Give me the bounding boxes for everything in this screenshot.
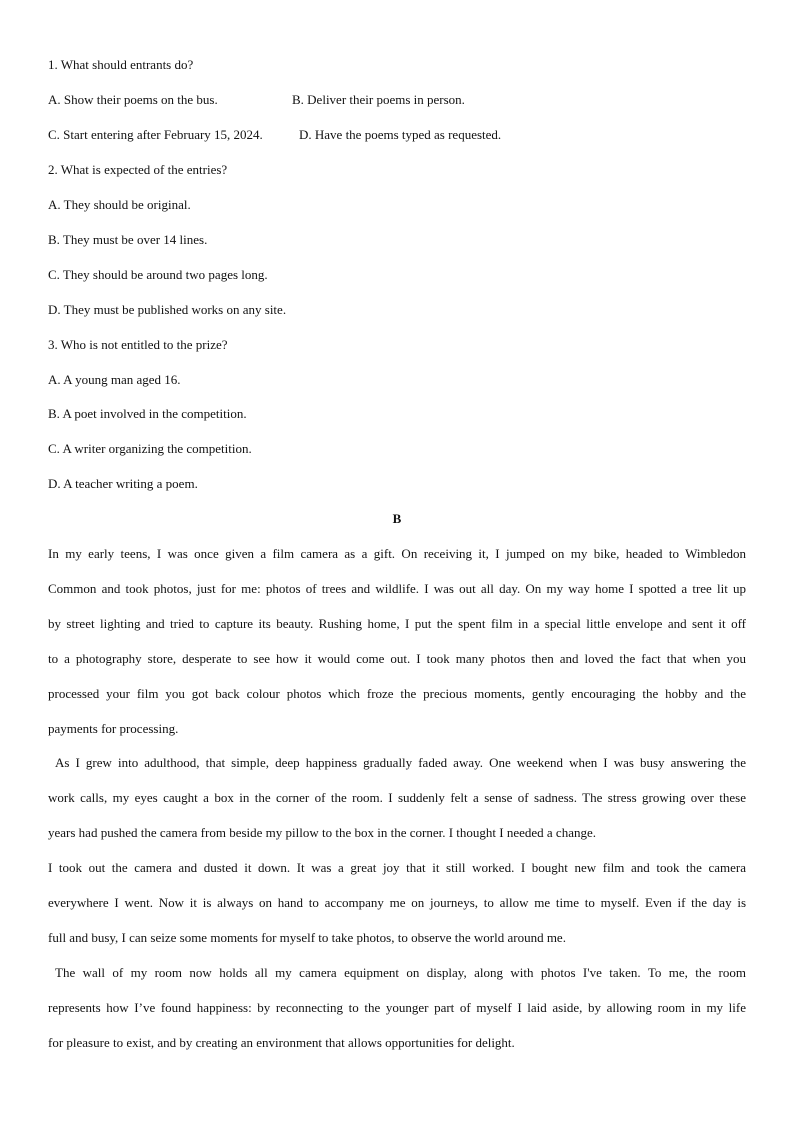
question-2: 2. What is expected of the entries? [48,162,228,177]
passage-line: to a photography store, desperate to see how it would come out. I took many photos then and loved the fact that when you [48,651,746,666]
section-heading: B [392,511,402,526]
passage-line: everywhere I went. Now it is always on hand to accompany me on journeys, to allow me time to myself. Even if the day is [48,895,746,910]
question-3-option-b: B. A poet involved in the competition. [48,406,247,421]
passage-line: Common and took photos, just for me: photos of trees and wildlife. I was out all day. On my way home I spotted a tree lit up [48,581,746,596]
question-2-option-a: A. They should be original. [48,197,191,212]
question-2-option-b: B. They must be over 14 lines. [48,232,208,247]
passage-line: I took out the camera and dusted it down. It was a great joy that it still worked. I bought new film and took the camera [48,860,746,875]
question-1-option-b: B. Deliver their poems in person. [292,92,465,107]
passage-line: The wall of my room now holds all my camera equipment on display, along with photos I've taken. To me, the room [55,965,746,980]
question-1-option-d: D. Have the poems typed as requested. [299,127,502,142]
question-3-option-a: A. A young man aged 16. [48,372,181,387]
question-1-option-c: C. Start entering after February 15, 2024. [48,127,263,142]
passage-line: years had pushed the camera from beside my pillow to the box in the corner. I thought I needed a change. [48,825,596,840]
question-2-option-d: D. They must be published works on any site. [48,302,287,317]
question-1-option-a: A. Show their poems on the bus. [48,92,218,107]
passage-line: represents how I’ve found happiness: by reconnecting to the younger part of myself I laid aside, by allowing room in my life [48,1000,746,1015]
question-3-option-d: D. A teacher writing a poem. [48,476,198,491]
passage-line: As I grew into adulthood, that simple, deep happiness gradually faded away. One weekend when I was busy answering the [55,755,746,770]
question-1: 1. What should entrants do? [48,57,194,72]
passage-line: work calls, my eyes caught a box in the corner of the room. I suddenly felt a sense of sadness. The stress growing over these [48,790,746,805]
passage-line: full and busy, I can seize some moments for myself to take photos, to observe the world around me. [48,930,566,945]
question-2-option-c: C. They should be around two pages long. [48,267,268,282]
passage-line: In my early teens, I was once given a film camera as a gift. On receiving it, I jumped on my bike, headed to Wimbledon [48,546,746,561]
passage-line: payments for processing. [48,721,179,736]
question-3: 3. Who is not entitled to the prize? [48,337,228,352]
question-3-option-c: C. A writer organizing the competition. [48,441,252,456]
passage-line: for pleasure to exist, and by creating an environment that allows opportunities for delight. [48,1035,515,1050]
passage-line: by street lighting and tried to capture its beauty. Rushing home, I put the spent film in a special little envelope and sent it off [48,616,746,631]
passage-line: processed your film you got back colour photos which froze the precious moments, gently encouraging the hobby and the [48,686,746,701]
